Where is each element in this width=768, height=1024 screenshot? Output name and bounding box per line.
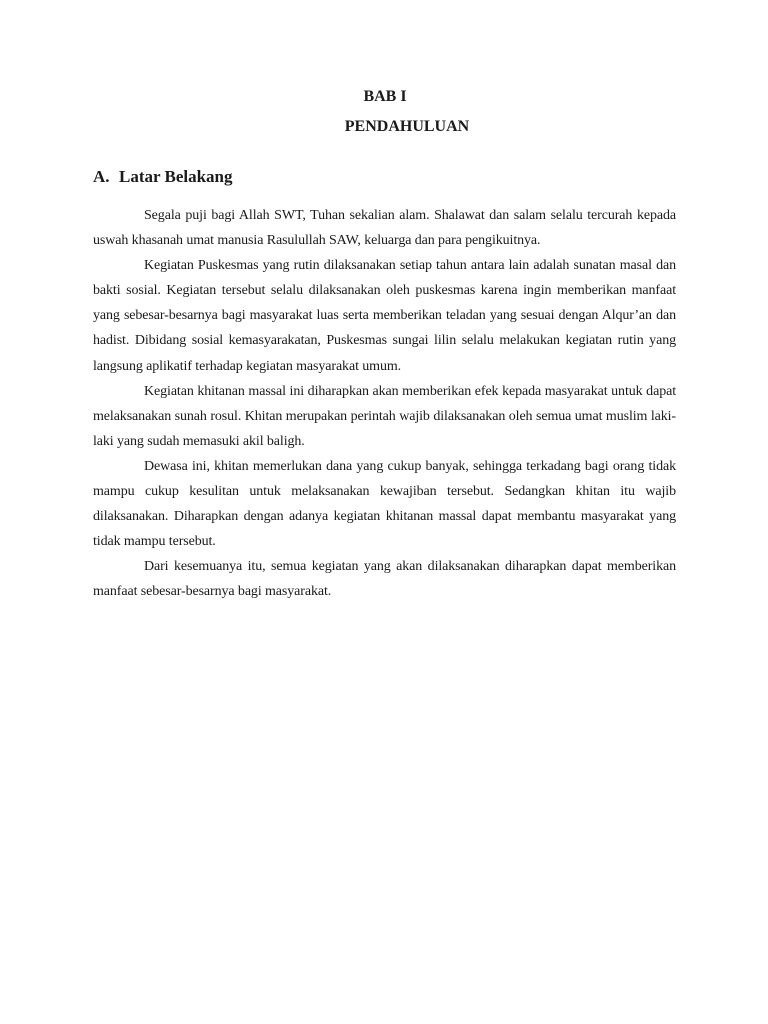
body-text [93,203,676,605]
chapter-title: PENDAHULUAN [344,118,470,135]
chapter-number: BAB I [363,88,407,105]
paragraph: Dewasa ini, khitan memerlukan dana yang cukup banyak, sehingga terkadang bagi orang tidak mampu cukup kesulitan untuk melaksanakan kewajiban tersebut. Sedangkan khitan itu wajib dilaksanakan. Diharapkan dengan adanya kegiatan khitanan massal dapat membantu masyarakat yang tidak mampu tersebut. [93,458,676,550]
paragraph: Kegiatan khitanan massal ini diharapkan akan memberikan efek kepada masyarakat untuk dapat melaksanakan sunah rosul. Khitan merupakan perintah wajib dilaksanakan oleh semua umat muslim laki-laki yang sudah memasuki akil baligh. [93,383,676,449]
paragraph: Dari kesemuanya itu, semua kegiatan yang akan dilaksanakan diharapkan dapat memberikan manfaat sebesar-besarnya bagi masyarakat. [93,559,676,600]
section-heading [93,166,233,188]
paragraph: Segala puji bagi Allah SWT, Tuhan sekalian alam. Shalawat dan salam selalu tercurah kepada uswah khasanah umat manusia Rasulullah SAW, keluarga dan para pengikuitnya. [93,208,676,249]
section-marker: A. [93,167,110,186]
section-title: Latar Belakang [119,167,233,186]
paragraph: Kegiatan Puskesmas yang rutin dilaksanakan setiap tahun antara lain adalah sunatan masal dan bakti sosial. Kegiatan tersebut selalu dilaksanakan oleh puskesmas karena ingin memberikan manfaat yang sebesar-besarnya bagi masyarakat luas serta memberikan teladan yang sesuai dengan Alqur’an dan hadist. Dibidang sosial kemasyarakatan, Puskesmas sungai lilin selalu melakukan kegiatan rutin yang langsung aplikatif terhadap kegiatan masyarakat umum. [93,258,676,374]
